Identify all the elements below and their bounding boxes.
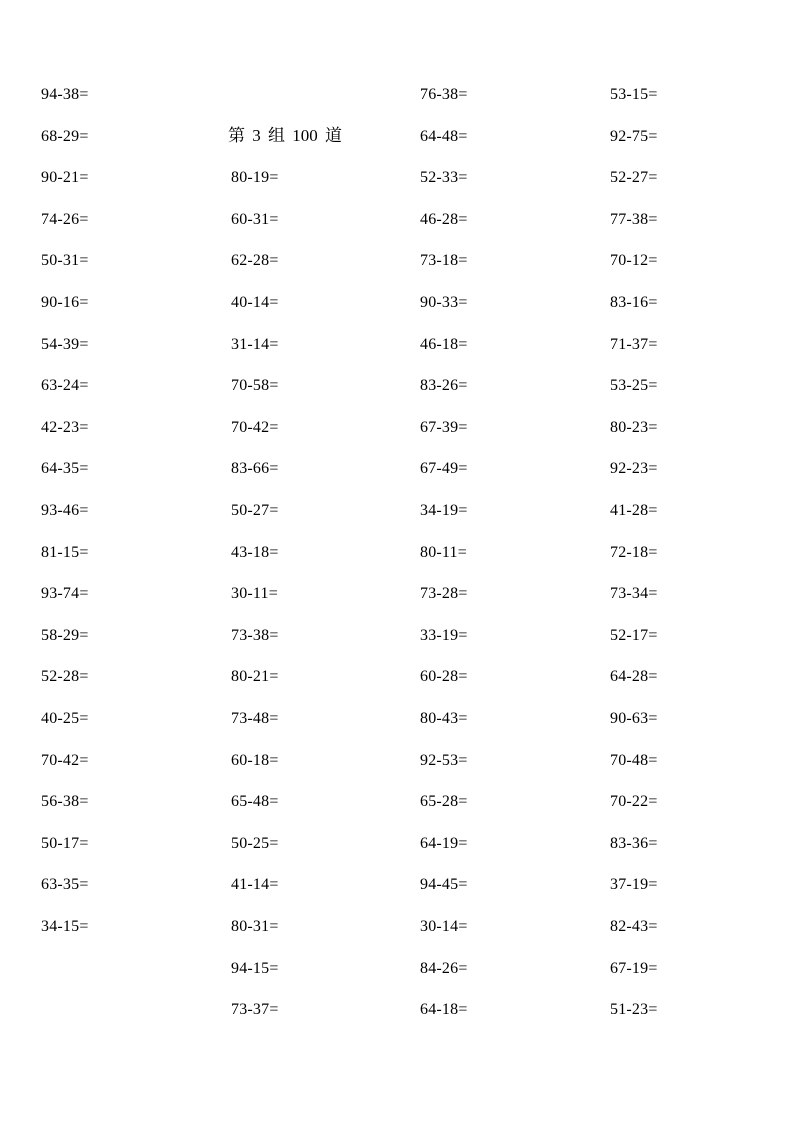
- subtraction-problem: 65-28=: [420, 793, 468, 811]
- subtraction-problem: 92-53=: [420, 751, 468, 769]
- subtraction-problem: 92-23=: [610, 460, 658, 478]
- subtraction-problem: 93-74=: [41, 585, 89, 603]
- subtraction-problem: 37-19=: [610, 876, 658, 894]
- subtraction-problem: 52-17=: [610, 626, 658, 644]
- subtraction-problem: 53-25=: [610, 377, 658, 395]
- subtraction-problem: 67-49=: [420, 460, 468, 478]
- subtraction-problem: 71-37=: [610, 335, 658, 353]
- subtraction-problem: 90-21=: [41, 169, 89, 187]
- subtraction-problem: 50-17=: [41, 834, 89, 852]
- subtraction-problem: 50-27=: [231, 502, 279, 519]
- subtraction-problem: 92-75=: [610, 127, 658, 145]
- subtraction-problem: 30-14=: [420, 918, 468, 935]
- subtraction-problem: 80-43=: [420, 710, 468, 727]
- subtraction-problem: 64-19=: [420, 834, 468, 852]
- worksheet-title: 第 3 组 100 道: [228, 126, 342, 145]
- subtraction-problem: 70-22=: [610, 793, 658, 811]
- subtraction-problem: 70-42=: [41, 751, 89, 769]
- subtraction-problem: 51-23=: [610, 1001, 658, 1019]
- subtraction-problem: 33-19=: [420, 626, 468, 644]
- subtraction-problem: 64-35=: [41, 460, 89, 478]
- subtraction-problem: 90-63=: [610, 710, 658, 727]
- subtraction-problem: 90-16=: [41, 294, 89, 311]
- subtraction-problem: 56-38=: [41, 793, 89, 811]
- subtraction-problem: 64-28=: [610, 668, 658, 686]
- subtraction-problem: 60-28=: [420, 668, 468, 686]
- subtraction-problem: 63-24=: [41, 377, 89, 395]
- subtraction-problem: 72-18=: [610, 543, 658, 561]
- subtraction-problem: 64-18=: [420, 1001, 468, 1019]
- subtraction-problem: 70-42=: [231, 418, 279, 436]
- subtraction-problem: 81-15=: [41, 543, 89, 561]
- subtraction-problem: 93-46=: [41, 502, 89, 519]
- subtraction-problem: 50-25=: [231, 834, 279, 852]
- subtraction-problem: 73-37=: [231, 1001, 279, 1019]
- subtraction-problem: 76-38=: [420, 86, 468, 103]
- subtraction-problem: 68-29=: [41, 127, 89, 145]
- subtraction-problem: 90-33=: [420, 294, 468, 311]
- subtraction-problem: 83-16=: [610, 294, 658, 311]
- subtraction-problem: 82-43=: [610, 918, 658, 935]
- subtraction-problem: 73-18=: [420, 252, 468, 270]
- subtraction-problem: 83-36=: [610, 834, 658, 852]
- subtraction-problem: 52-28=: [41, 668, 89, 686]
- subtraction-problem: 83-26=: [420, 377, 468, 395]
- subtraction-problem: 74-26=: [41, 210, 89, 228]
- subtraction-problem: 73-38=: [231, 626, 279, 644]
- subtraction-problem: 40-25=: [41, 710, 89, 727]
- subtraction-problem: 65-48=: [231, 793, 279, 811]
- subtraction-problem: 58-29=: [41, 626, 89, 644]
- subtraction-problem: 67-19=: [610, 959, 658, 977]
- subtraction-problem: 83-66=: [231, 460, 279, 478]
- subtraction-problem: 50-31=: [41, 252, 89, 270]
- subtraction-problem: 80-21=: [231, 668, 279, 686]
- subtraction-problem: 34-19=: [420, 502, 468, 519]
- subtraction-problem: 94-38=: [41, 86, 89, 103]
- subtraction-problem: 30-11=: [231, 585, 278, 603]
- subtraction-problem: 52-33=: [420, 169, 468, 187]
- subtraction-problem: 84-26=: [420, 959, 468, 977]
- subtraction-problem: 70-58=: [231, 377, 279, 395]
- subtraction-problem: 73-28=: [420, 585, 468, 603]
- subtraction-problem: 42-23=: [41, 418, 89, 436]
- subtraction-problem: 94-45=: [420, 876, 468, 894]
- subtraction-problem: 46-28=: [420, 210, 468, 228]
- subtraction-problem: 60-31=: [231, 210, 279, 228]
- subtraction-problem: 63-35=: [41, 876, 89, 894]
- subtraction-problem: 53-15=: [610, 86, 658, 103]
- subtraction-problem: 73-34=: [610, 585, 658, 603]
- subtraction-problem: 80-23=: [610, 418, 658, 436]
- subtraction-problem: 43-18=: [231, 543, 279, 561]
- subtraction-problem: 67-39=: [420, 418, 468, 436]
- subtraction-problem: 31-14=: [231, 335, 279, 353]
- subtraction-problem: 54-39=: [41, 335, 89, 353]
- subtraction-problem: 77-38=: [610, 210, 658, 228]
- subtraction-problem: 52-27=: [610, 169, 658, 187]
- subtraction-problem: 70-12=: [610, 252, 658, 270]
- subtraction-problem: 94-15=: [231, 959, 279, 977]
- subtraction-problem: 64-48=: [420, 127, 468, 145]
- subtraction-problem: 62-28=: [231, 252, 279, 270]
- subtraction-problem: 41-14=: [231, 876, 279, 894]
- subtraction-problem: 80-19=: [231, 169, 279, 187]
- subtraction-problem: 60-18=: [231, 751, 279, 769]
- subtraction-problem: 80-11=: [420, 543, 467, 561]
- subtraction-problem: 34-15=: [41, 918, 89, 935]
- subtraction-problem: 41-28=: [610, 502, 658, 519]
- subtraction-problem: 40-14=: [231, 294, 279, 311]
- subtraction-problem: 73-48=: [231, 710, 279, 727]
- subtraction-problem: 46-18=: [420, 335, 468, 353]
- subtraction-problem: 70-48=: [610, 751, 658, 769]
- subtraction-problem: 80-31=: [231, 918, 279, 935]
